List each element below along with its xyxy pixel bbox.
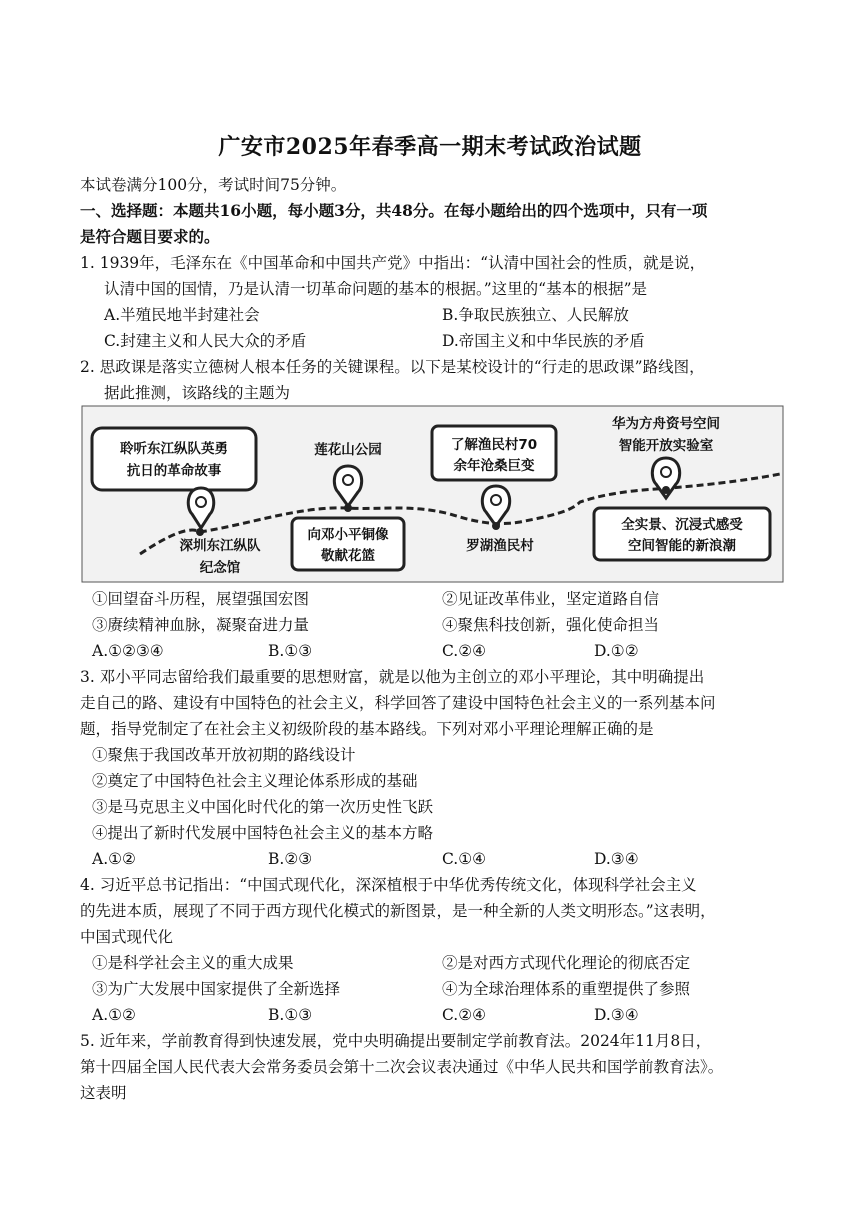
section-heading-line1: 一、选择题：本题共16小题，每小题3分，共48分。在每小题给出的四个选项中，只有一项: [80, 201, 708, 220]
q3-option-b: B.②③: [268, 850, 313, 868]
q1-stem-line1: 1. 1939年，毛泽东在《中国革命和中国共产党》中指出：“认清中国社会的性质，就是说，: [80, 254, 706, 272]
q1-option-b: B.争取民族独立、人民解放: [442, 306, 629, 324]
stop4-activity-line2: 空间智能的新浪潮: [628, 538, 736, 554]
q3-statement-4: ④提出了新时代发展中国特色社会主义的基本方略: [92, 824, 434, 842]
stop3-activity-line2: 余年沧桑巨变: [453, 458, 535, 474]
route-node: [344, 504, 352, 512]
q3-statement-2: ②奠定了中国特色社会主义理论体系形成的基础: [92, 772, 418, 790]
stop2-place: 莲花山公园: [314, 442, 382, 458]
q3-statement-1: ①聚焦于我国改革开放初期的路线设计: [92, 746, 356, 764]
q5-stem-line3: 这表明: [80, 1084, 127, 1102]
q1-stem-line2: 认清中国的国情，乃是认清一切革命问题的基本的根据。”这里的“基本的根据”是: [104, 280, 648, 298]
q2-option-c: C.②④: [442, 642, 487, 660]
q3-option-c: C.①④: [442, 850, 487, 868]
page-title: 广安市2025年春季高一期末考试政治试题: [218, 134, 642, 160]
stop1-place-line2: 纪念馆: [199, 560, 241, 576]
stop2-activity-line2: 敬献花篮: [321, 548, 375, 564]
q3-statement-3: ③是马克思主义中国化时代化的第一次历史性飞跃: [92, 798, 434, 816]
route-node: [662, 486, 670, 494]
route-node: [492, 522, 500, 530]
stop4-activity-line1: 全实景、沉浸式感受: [621, 517, 743, 533]
route-map-figure: [80, 404, 785, 584]
q3-stem-line2: 走自己的路、建设有中国特色的社会主义，科学回答了建设中国特色社会主义的一系列基本问: [80, 694, 716, 712]
stop1-place-line1: 深圳东江纵队: [179, 538, 261, 554]
q2-option-a: A.①②③④: [92, 642, 164, 660]
q4-option-a: A.①②: [92, 1006, 136, 1024]
q4-statement-2: ②是对西方式现代化理论的彻底否定: [442, 954, 691, 972]
exam-intro: 本试卷满分100分，考试时间75分钟。: [80, 176, 347, 194]
q2-stem-line2: 据此推测，该路线的主题为: [104, 384, 291, 402]
q2-statement-1: ①回望奋斗历程，展望强国宏图: [92, 590, 310, 608]
stop1-activity-box: [92, 428, 256, 490]
q4-option-c: C.②④: [442, 1006, 487, 1024]
q4-stem-line2: 的先进本质，展现了不同于西方现代化模式的新图景，是一种全新的人类文明形态。”这表明，: [80, 902, 716, 920]
stop2-activity-line1: 向邓小平铜像: [307, 527, 389, 543]
section-heading-line2: 是符合题目要求的。: [80, 227, 220, 246]
q5-stem-line2: 第十四届全国人民代表大会常务委员会第十二次会议表决通过《中华人民共和国学前教育法》。: [80, 1058, 724, 1076]
q2-statement-2: ②见证改革伟业，坚定道路自信: [442, 590, 660, 608]
q4-statement-1: ①是科学社会主义的重大成果: [92, 954, 294, 972]
route-node: [196, 528, 204, 536]
q3-option-a: A.①②: [92, 850, 136, 868]
q3-stem-line3: 题，指导党制定了在社会主义初级阶段的基本路线。下列对邓小平理论理解正确的是: [80, 720, 654, 738]
stop1-activity-line2: 抗日的革命故事: [126, 463, 222, 479]
q2-statement-4: ④聚焦科技创新，强化使命担当: [442, 616, 660, 634]
q4-option-b: B.①③: [268, 1006, 313, 1024]
q2-option-d: D.①②: [594, 642, 639, 660]
q2-statement-3: ③赓续精神血脉，凝聚奋进力量: [92, 616, 310, 634]
q4-statement-3: ③为广大发展中国家提供了全新选择: [92, 980, 341, 998]
stop3-place: 罗湖渔民村: [466, 538, 534, 554]
stop3-activity-line1: 了解渔民村70: [450, 437, 538, 453]
q4-statement-4: ④为全球治理体系的重塑提供了参照: [442, 980, 691, 998]
q4-stem-line3: 中国式现代化: [80, 928, 174, 946]
q1-option-c: C.封建主义和人民大众的矛盾: [104, 332, 307, 350]
q4-option-d: D.③④: [594, 1006, 639, 1024]
q4-stem-line1: 4. 习近平总书记指出：“中国式现代化，深深植根于中华优秀传统文化，体现科学社会主义: [80, 876, 697, 894]
q3-option-d: D.③④: [594, 850, 639, 868]
q3-stem-line1: 3. 邓小平同志留给我们最重要的思想财富，就是以他为主创立的邓小平理论，其中明确提出: [80, 668, 705, 686]
q2-option-b: B.①③: [268, 642, 313, 660]
q1-option-a: A.半殖民地半封建社会: [104, 306, 260, 324]
q5-stem-line1: 5. 近年来，学前教育得到快速发展，党中央明确提出要制定学前教育法。2024年11月8日，: [80, 1032, 712, 1050]
stop4-place-line2: 智能开放实验室: [618, 438, 714, 454]
q2-stem-line1: 2. 思政课是落实立德树人根本任务的关键课程。以下是某校设计的“行走的思政课”路线图，: [80, 358, 705, 376]
q1-option-d: D.帝国主义和中华民族的矛盾: [442, 332, 645, 350]
stop4-place-line1: 华为方舟资号空间: [612, 416, 720, 432]
stop1-activity-line1: 聆听东江纵队英勇: [120, 441, 228, 457]
